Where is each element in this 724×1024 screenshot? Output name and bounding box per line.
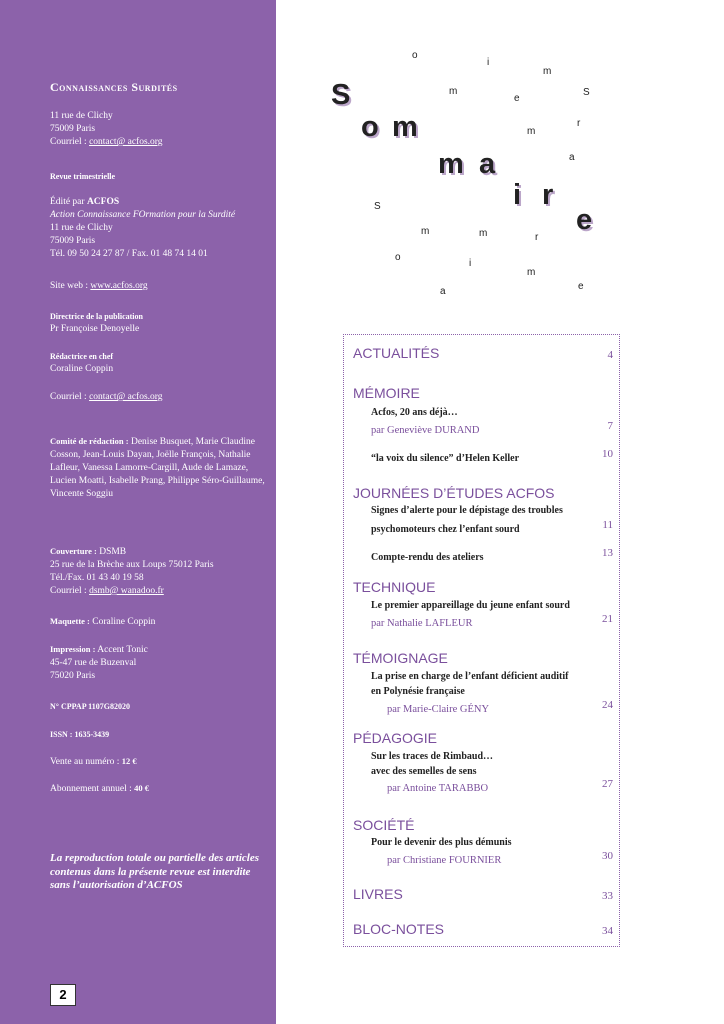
toc-section-pedagogie[interactable]: PÉDAGOGIE — [353, 730, 438, 746]
toc-section-societe[interactable]: SOCIÉTÉ — [353, 817, 415, 833]
title-letter: a — [479, 148, 496, 180]
title-letter: S — [331, 79, 351, 111]
editor-email-link[interactable]: contact@ acfos.org — [89, 392, 163, 402]
journal-address: 11 rue de Clichy 75009 Paris Courriel : contact@ acfos.org — [50, 111, 163, 147]
toc-section-journees[interactable]: JOURNÉES D’ÉTUDES ACFOS — [353, 485, 555, 501]
scatter-letter: i — [469, 258, 472, 269]
toc-section-livres[interactable]: LIVRES 33 — [353, 886, 613, 902]
editorial-committee: Comité de rédaction : Denise Busquet, Marie Claudine Cosson, Jean-Louis Dayan, Joëlle François, Nathalie Lafleur, Vanessa Lamorre-Cargill, Aude de Lamaze, Lucien Moatti, Isabelle Prang, Philippe Séro-Guillaume, Vincente Soggiu — [50, 436, 265, 499]
cover-block: Couverture : DSMB 25 rue de la Brèche aux Loups 75012 Paris Tél./Fax. 01 43 40 19 58 Courriel : dsmb@ wanadoo.fr — [50, 546, 214, 596]
scatter-letter: S — [374, 201, 381, 212]
toc-article[interactable]: avec des semelles de sens — [371, 766, 477, 777]
scatter-letter: m — [479, 228, 488, 239]
scatter-letter: r — [577, 118, 581, 129]
scatter-letter: o — [395, 252, 401, 263]
copyright-notice: La reproduction totale ou partielle des articles contenus dans la présente revue est interdite sans l’autorisation d’ACFOS — [50, 852, 259, 891]
toc-author-line: par Antoine TARABBO 27 — [387, 778, 613, 794]
title-letter: o — [361, 111, 379, 143]
scatter-letter: m — [527, 267, 536, 278]
layout-credit: Maquette : Coraline Coppin — [50, 616, 156, 627]
website-link[interactable]: www.acfos.org — [90, 281, 148, 291]
toc-section-technique[interactable]: TECHNIQUE — [353, 579, 436, 595]
journal-title: Connaissances Surdités — [50, 80, 178, 94]
toc-article[interactable]: Le premier appareillage du jeune enfant sourd — [371, 600, 570, 611]
toc-section-temoignage[interactable]: TÉMOIGNAGE — [353, 650, 448, 666]
toc-article[interactable]: Sur les traces de Rimbaud… — [371, 751, 494, 762]
scatter-letter: m — [527, 126, 536, 137]
cover-email-link[interactable]: dsmb@ wanadoo.fr — [89, 586, 164, 596]
title-letter: r — [542, 179, 554, 211]
toc-article[interactable]: Pour le devenir des plus démunis — [371, 837, 512, 848]
single-price: Vente au numéro : 12 € — [50, 756, 137, 767]
toc-article[interactable]: Signes d’alerte pour le dépistage des troubles — [371, 505, 563, 516]
toc-article[interactable]: La prise en charge de l’enfant déficient auditif — [371, 671, 569, 682]
printer-block: Impression : Accent Tonic 45-47 rue de Buzenval 75020 Paris — [50, 644, 148, 681]
toc-section-bloc-notes[interactable]: BLOC-NOTES 34 — [353, 921, 613, 937]
scatter-letter: a — [569, 152, 575, 163]
title-letter: i — [513, 179, 522, 211]
masthead-sidebar — [0, 0, 276, 1024]
toc-section-memoire[interactable]: MÉMOIRE — [353, 385, 420, 401]
toc-article[interactable]: Compte-rendu des ateliers 13 — [371, 547, 613, 563]
scatter-letter: a — [440, 286, 446, 297]
scatter-letter: i — [487, 57, 490, 68]
toc-section-actualites[interactable]: ACTUALITÉS 4 — [353, 345, 613, 361]
toc-author-line: par Marie-Claire GÉNY 24 — [387, 699, 613, 715]
cppap: N° CPPAP 1107G82020 — [50, 702, 130, 711]
title-letter: m — [438, 148, 464, 180]
journal-email-link[interactable]: contact@ acfos.org — [89, 137, 163, 147]
director-block: Directrice de la publication Pr Françoise Denoyelle — [50, 312, 143, 334]
scatter-letter: e — [578, 281, 584, 292]
toc-article[interactable]: “la voix du silence” d’Helen Keller 10 — [371, 448, 613, 464]
scatter-letter: S — [583, 87, 590, 98]
toc-author-line: par Geneviève DURAND 7 — [371, 420, 613, 436]
title-letter: m — [392, 111, 418, 143]
subscription-price: Abonnement annuel : 40 € — [50, 783, 150, 794]
scatter-letter: m — [449, 86, 458, 97]
periodicity: Revue trimestrielle — [50, 172, 116, 181]
scatter-letter: m — [421, 226, 430, 237]
toc-article[interactable]: psychomoteurs chez l’enfant sourd 11 — [371, 519, 613, 535]
toc-author-line: par Nathalie LAFLEUR 21 — [371, 613, 613, 629]
scatter-letter: e — [514, 93, 520, 104]
page-number: 2 — [50, 984, 76, 1006]
website: Site web : www.acfos.org — [50, 281, 148, 291]
scatter-letter: o — [412, 50, 418, 61]
editor-block: Rédactrice en chef Coraline Coppin — [50, 352, 114, 374]
scatter-letter: r — [535, 232, 539, 243]
toc-article[interactable]: en Polynésie française — [371, 686, 465, 697]
toc-author-line: par Christiane FOURNIER 30 — [387, 850, 613, 866]
scatter-letter: m — [543, 66, 552, 77]
title-letter: e — [576, 204, 593, 236]
editor-email: Courriel : contact@ acfos.org — [50, 392, 163, 402]
publisher-block: Édité par ACFOS Action Connaissance FOrmation pour la Surdité 11 rue de Clichy 75009 Paris Tél. 09 50 24 27 87 / Fax. 01 48 74 14 01 — [50, 197, 236, 259]
issn: ISSN : 1635-3439 — [50, 730, 110, 739]
toc-article[interactable]: Acfos, 20 ans déjà… — [371, 407, 458, 418]
table-of-contents — [343, 334, 620, 947]
